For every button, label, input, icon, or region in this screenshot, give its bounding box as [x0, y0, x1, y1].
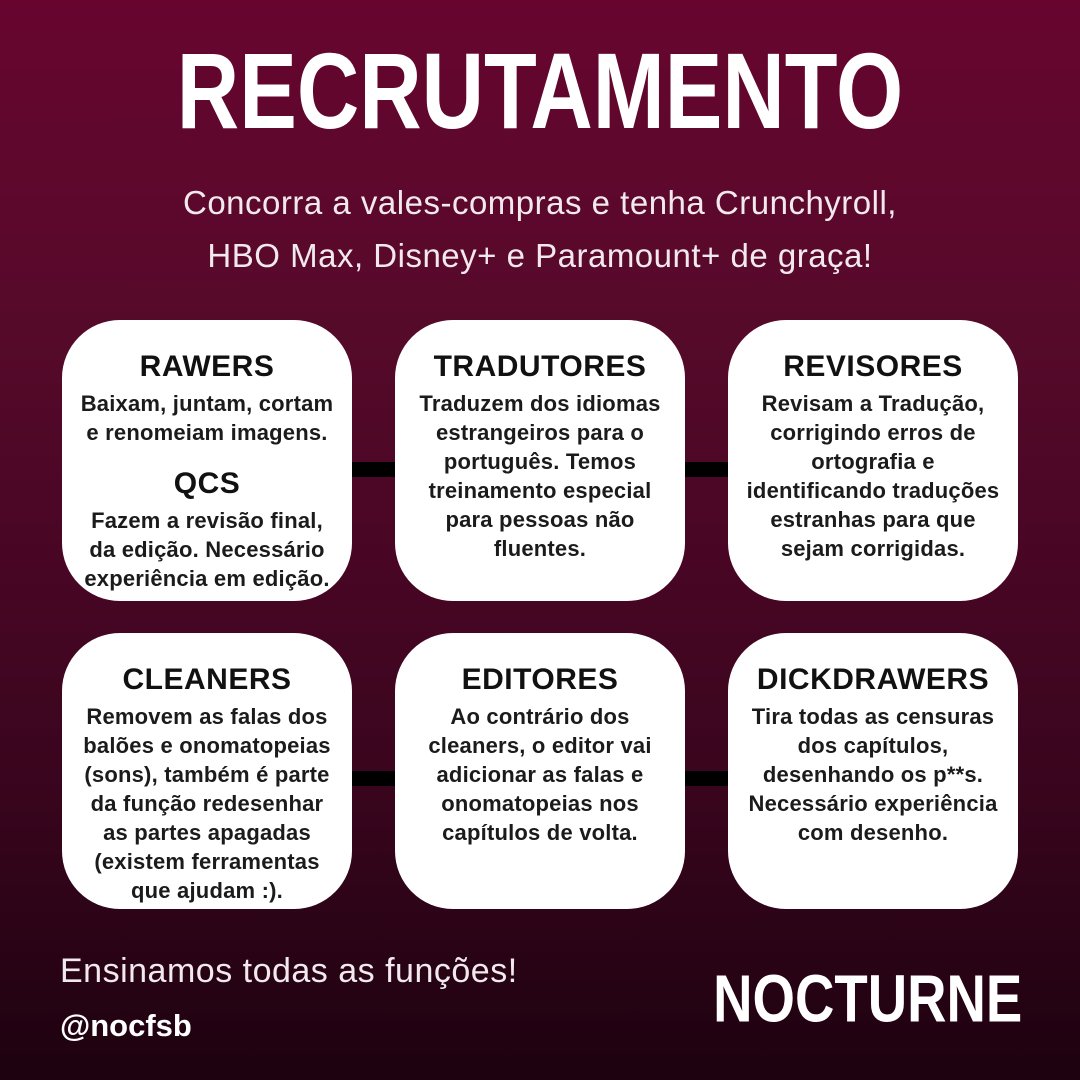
card-heading-cleaners: CLEANERS	[122, 663, 292, 696]
card-section	[76, 663, 338, 905]
card-section	[742, 350, 1004, 563]
card-body-rawers: Baixam, juntam, cortam e renomeiam imagens.	[80, 391, 334, 446]
cards-row-top	[62, 320, 1018, 601]
card-body-cleaners: Removem as falas dos balões e onomatopeias (sons), também é parte da função redesenhar as partes apagadas (existem ferramentas que ajudam :).	[83, 704, 331, 904]
subtitle-line-1: Concorra a vales-compras e tenha Crunchyroll,	[183, 184, 897, 221]
poster-subtitle	[0, 176, 1080, 283]
role-card-revisores	[728, 320, 1018, 601]
brand-logo-text: NOCTURNE	[712, 962, 1022, 1037]
role-card-cleaners	[62, 633, 352, 909]
card-heading-revisores: REVISORES	[783, 350, 963, 383]
card-body-dickdrawers: Tira todas as censuras dos capítulos, desenhando os p**s. Necessário experiência com desenho.	[748, 704, 998, 846]
card-section	[742, 663, 1004, 847]
card-heading-editores: EDITORES	[461, 663, 619, 696]
card-body-revisores: Revisam a Tradução, corrigindo erros de ortografia e identificando traduções estranhas para que sejam corrigidas.	[746, 391, 1000, 562]
role-card-dickdrawers	[728, 633, 1018, 909]
cards-row-bottom	[62, 633, 1018, 909]
card-body-qcs: Fazem a revisão final, da edição. Necessário experiência em edição.	[84, 508, 330, 592]
card-heading-qcs: QCS	[173, 467, 241, 501]
role-card-rawers	[62, 320, 352, 601]
card-section	[409, 350, 671, 563]
footer-teach-line: Ensinamos todas as funções!	[60, 952, 518, 990]
subtitle-line-2: HBO Max, Disney+ e Paramount+ de graça!	[207, 237, 873, 275]
card-section	[409, 663, 671, 847]
role-card-tradutores	[395, 320, 685, 601]
poster-title: RECRUTAMENTO	[176, 31, 904, 152]
card-section	[76, 350, 338, 447]
card-body-tradutores: Traduzem dos idiomas estrangeiros para o português. Temos treinamento especial para pessoas não fluentes.	[419, 391, 661, 562]
footer-social-handle: @nocfsb	[60, 1008, 192, 1043]
card-heading-rawers: RAWERS	[139, 350, 275, 383]
card-body-editores: Ao contrário dos cleaners, o editor vai adicionar as falas e onomatopeias nos capítulos de volta.	[428, 704, 652, 846]
role-card-editores	[395, 633, 685, 909]
card-heading-tradutores: TRADUTORES	[433, 350, 647, 383]
card-heading-dickdrawers: DICKDRAWERS	[756, 663, 990, 696]
card-section	[76, 467, 338, 593]
